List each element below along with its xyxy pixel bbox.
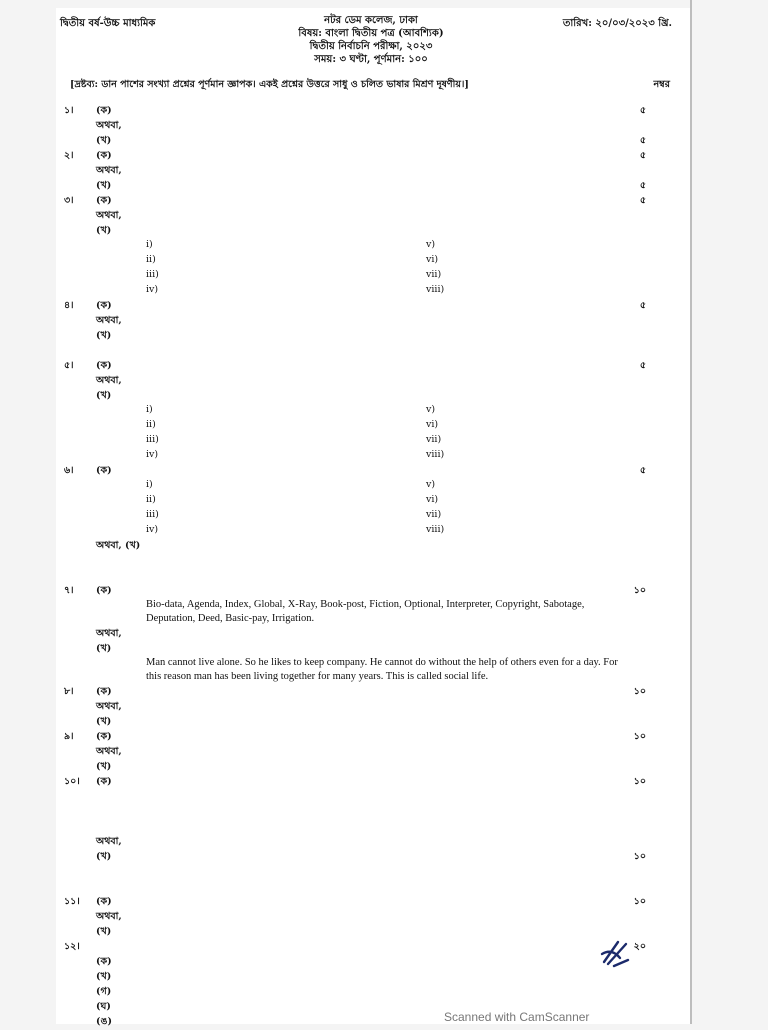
question-row bbox=[56, 1015, 690, 1030]
question-number: ১০। bbox=[64, 776, 80, 787]
question-part-label: অথবা, bbox=[96, 836, 122, 847]
question-row bbox=[56, 925, 690, 940]
question-text: Bio-data, Agenda, Index, Global, X-Ray, Book-post, Fiction, Optional, Interpreter, Copyright, Sabotage, bbox=[146, 599, 585, 610]
question-number: ৬। bbox=[64, 465, 74, 476]
question-row bbox=[56, 239, 690, 254]
question-row bbox=[56, 434, 690, 449]
question-row bbox=[56, 865, 690, 880]
question-row bbox=[56, 479, 690, 494]
question-text: this reason man has been living together for many years. This is called social life. bbox=[146, 671, 489, 682]
question-part-label: (ক) bbox=[96, 686, 112, 697]
list-item: vi) bbox=[426, 419, 439, 430]
question-part-label: অথবা, bbox=[96, 210, 122, 221]
question-number: ৪। bbox=[64, 300, 74, 311]
question-row bbox=[56, 850, 690, 865]
question-number: ১। bbox=[64, 105, 74, 116]
list-item: vi) bbox=[426, 254, 439, 265]
question-number: ৮। bbox=[64, 686, 74, 697]
question-part-label: (ক) bbox=[96, 776, 112, 787]
list-item: i) bbox=[146, 239, 153, 250]
question-row bbox=[56, 464, 690, 479]
question-part-label: (গ) bbox=[96, 986, 112, 997]
question-row bbox=[56, 599, 690, 613]
question-part-label: (ক) bbox=[96, 956, 112, 967]
question-part-label: (ক) bbox=[96, 300, 112, 311]
question-row bbox=[56, 254, 690, 269]
question-part-label: (খ) bbox=[96, 390, 112, 401]
question-row bbox=[56, 700, 690, 715]
question-part-label: অথবা, bbox=[96, 165, 122, 176]
handwritten-signature bbox=[598, 936, 632, 970]
question-row bbox=[56, 613, 690, 627]
question-row bbox=[56, 194, 690, 209]
scanner-watermark: Scanned with CamScanner bbox=[444, 1010, 590, 1024]
question-row bbox=[56, 820, 690, 835]
list-item: i) bbox=[146, 479, 153, 490]
question-row bbox=[56, 685, 690, 700]
question-list bbox=[56, 104, 690, 1030]
list-item: viii) bbox=[426, 284, 445, 295]
marks-value: ৫ bbox=[639, 180, 646, 191]
question-row bbox=[56, 790, 690, 805]
marks-value: ১০ bbox=[633, 851, 646, 862]
list-item: iv) bbox=[146, 524, 159, 535]
question-row bbox=[56, 389, 690, 404]
question-part-label: (খ) bbox=[96, 225, 112, 236]
question-row bbox=[56, 404, 690, 419]
class-label: দ্বিতীয় বর্ষ-উচ্চ মাধ্যমিক bbox=[60, 18, 156, 29]
question-part-label: অথবা, bbox=[96, 120, 122, 131]
question-row bbox=[56, 509, 690, 524]
question-part-label: অথবা, bbox=[96, 701, 122, 712]
marks-value: ১০ bbox=[633, 585, 646, 596]
question-row bbox=[56, 671, 690, 685]
list-item: iii) bbox=[146, 434, 159, 445]
question-part-label: (খ) bbox=[96, 135, 112, 146]
question-row bbox=[56, 745, 690, 760]
question-row bbox=[56, 209, 690, 224]
question-part-label: (খ) bbox=[96, 643, 112, 654]
marks-value: ৫ bbox=[639, 300, 646, 311]
question-part-label: (ক) bbox=[96, 465, 112, 476]
question-row bbox=[56, 104, 690, 119]
question-row bbox=[56, 880, 690, 895]
marks-value: ১০ bbox=[633, 731, 646, 742]
list-item: vii) bbox=[426, 509, 442, 520]
college-name: নটর ডেম কলেজ, ঢাকা bbox=[324, 15, 418, 26]
question-number: ১২। bbox=[64, 941, 80, 952]
question-row bbox=[56, 344, 690, 359]
list-item: iv) bbox=[146, 449, 159, 460]
question-row bbox=[56, 1000, 690, 1015]
question-number: ৩। bbox=[64, 195, 74, 206]
list-item: ii) bbox=[146, 419, 156, 430]
question-row bbox=[56, 164, 690, 179]
question-row bbox=[56, 970, 690, 985]
page-edge bbox=[690, 0, 692, 1024]
question-number: ৭। bbox=[64, 585, 74, 596]
question-row bbox=[56, 494, 690, 509]
marks-value: ২০ bbox=[633, 941, 646, 952]
question-text: Man cannot live alone. So he likes to keep company. He cannot do without the help of others even for a day. For bbox=[146, 657, 618, 668]
question-row bbox=[56, 627, 690, 642]
paper-header bbox=[186, 14, 556, 66]
list-item: v) bbox=[426, 239, 436, 250]
question-part-label: (খ) bbox=[96, 971, 112, 982]
question-part-label: (ক) bbox=[96, 360, 112, 371]
question-part-label: (ক) bbox=[96, 731, 112, 742]
question-part-label: (ক) bbox=[96, 585, 112, 596]
list-item: v) bbox=[426, 479, 436, 490]
list-item: ii) bbox=[146, 494, 156, 505]
question-row bbox=[56, 119, 690, 134]
question-row bbox=[56, 524, 690, 539]
question-row bbox=[56, 642, 690, 657]
question-row bbox=[56, 134, 690, 149]
list-item: iv) bbox=[146, 284, 159, 295]
question-row bbox=[56, 554, 690, 569]
question-row bbox=[56, 760, 690, 775]
question-part-label: (খ) bbox=[96, 761, 112, 772]
question-part-label: (খ) bbox=[96, 180, 112, 191]
subject-line: বিষয়: বাংলা দ্বিতীয় পত্র (আবশ্যিক) bbox=[298, 28, 444, 39]
question-row bbox=[56, 314, 690, 329]
list-item: iii) bbox=[146, 269, 159, 280]
question-part-label: (খ) bbox=[96, 716, 112, 727]
question-part-label: অথবা, (খ) bbox=[96, 540, 141, 551]
question-part-label: অথবা, bbox=[96, 746, 122, 757]
marks-value: ৫ bbox=[639, 360, 646, 371]
list-item: ii) bbox=[146, 254, 156, 265]
question-part-label: (ক) bbox=[96, 896, 112, 907]
question-number: ৯। bbox=[64, 731, 74, 742]
question-text: Deputation, Deed, Basic-pay, Irrigation. bbox=[146, 613, 315, 624]
marks-value: ১০ bbox=[633, 776, 646, 787]
question-part-label: অথবা, bbox=[96, 911, 122, 922]
exam-date: তারিখ: ২০/০৩/২০২৩ খ্রি. bbox=[562, 18, 672, 29]
question-row bbox=[56, 584, 690, 599]
question-row bbox=[56, 910, 690, 925]
question-row bbox=[56, 775, 690, 790]
list-item: vi) bbox=[426, 494, 439, 505]
question-part-label: (ক) bbox=[96, 195, 112, 206]
instruction-text: [দ্রষ্টব্য: ডান পাশের সংখ্যা প্রশ্নের পূর্ণমান জ্ঞাপক। একই প্রশ্নের উত্তরে সাধু ও চলিত ভাষার মিশ্রণ দূষণীয়।] bbox=[70, 79, 469, 90]
question-row bbox=[56, 329, 690, 344]
marks-value: ৫ bbox=[639, 135, 646, 146]
question-part-label: অথবা, bbox=[96, 375, 122, 386]
question-part-label: (ঘ) bbox=[96, 1001, 111, 1012]
question-row bbox=[56, 359, 690, 374]
question-row bbox=[56, 374, 690, 389]
list-item: vii) bbox=[426, 269, 442, 280]
marks-value: ১০ bbox=[633, 686, 646, 697]
question-row bbox=[56, 835, 690, 850]
question-row bbox=[56, 657, 690, 671]
marks-value: ৫ bbox=[639, 195, 646, 206]
question-part-label: (খ) bbox=[96, 851, 112, 862]
marks-column-heading: নম্বর bbox=[653, 79, 670, 90]
question-part-label: (ঙ) bbox=[96, 1016, 112, 1027]
question-part-label: (ক) bbox=[96, 105, 112, 116]
question-number: ৫। bbox=[64, 360, 74, 371]
question-number: ২। bbox=[64, 150, 74, 161]
list-item: v) bbox=[426, 404, 436, 415]
list-item: viii) bbox=[426, 449, 445, 460]
question-row bbox=[56, 269, 690, 284]
question-row bbox=[56, 284, 690, 299]
question-number: ১১। bbox=[64, 896, 80, 907]
question-part-label: অথবা, bbox=[96, 315, 122, 326]
marks-value: ৫ bbox=[639, 150, 646, 161]
question-row bbox=[56, 419, 690, 434]
question-row bbox=[56, 449, 690, 464]
question-row bbox=[56, 730, 690, 745]
marks-value: ৫ bbox=[639, 105, 646, 116]
question-row bbox=[56, 895, 690, 910]
exam-name: দ্বিতীয় নির্বাচনি পরীক্ষা, ২০২৩ bbox=[309, 41, 433, 52]
list-item: viii) bbox=[426, 524, 445, 535]
question-row bbox=[56, 940, 690, 955]
question-row bbox=[56, 299, 690, 314]
time-and-marks: সময়: ৩ ঘণ্টা, পূর্ণমান: ১০০ bbox=[314, 54, 428, 65]
list-item: iii) bbox=[146, 509, 159, 520]
question-part-label: অথবা, bbox=[96, 628, 122, 639]
question-part-label: (ক) bbox=[96, 150, 112, 161]
question-row bbox=[56, 224, 690, 239]
question-row bbox=[56, 985, 690, 1000]
marks-value: ৫ bbox=[639, 465, 646, 476]
question-row bbox=[56, 149, 690, 164]
list-item: vii) bbox=[426, 434, 442, 445]
question-part-label: (খ) bbox=[96, 926, 112, 937]
list-item: i) bbox=[146, 404, 153, 415]
question-row bbox=[56, 955, 690, 970]
instruction-bar bbox=[70, 78, 670, 93]
question-row bbox=[56, 179, 690, 194]
question-row bbox=[56, 569, 690, 584]
question-part-label: (খ) bbox=[96, 330, 112, 341]
question-row bbox=[56, 539, 690, 554]
exam-paper-sheet bbox=[56, 8, 690, 1027]
marks-value: ১০ bbox=[633, 896, 646, 907]
question-row bbox=[56, 715, 690, 730]
question-row bbox=[56, 805, 690, 820]
